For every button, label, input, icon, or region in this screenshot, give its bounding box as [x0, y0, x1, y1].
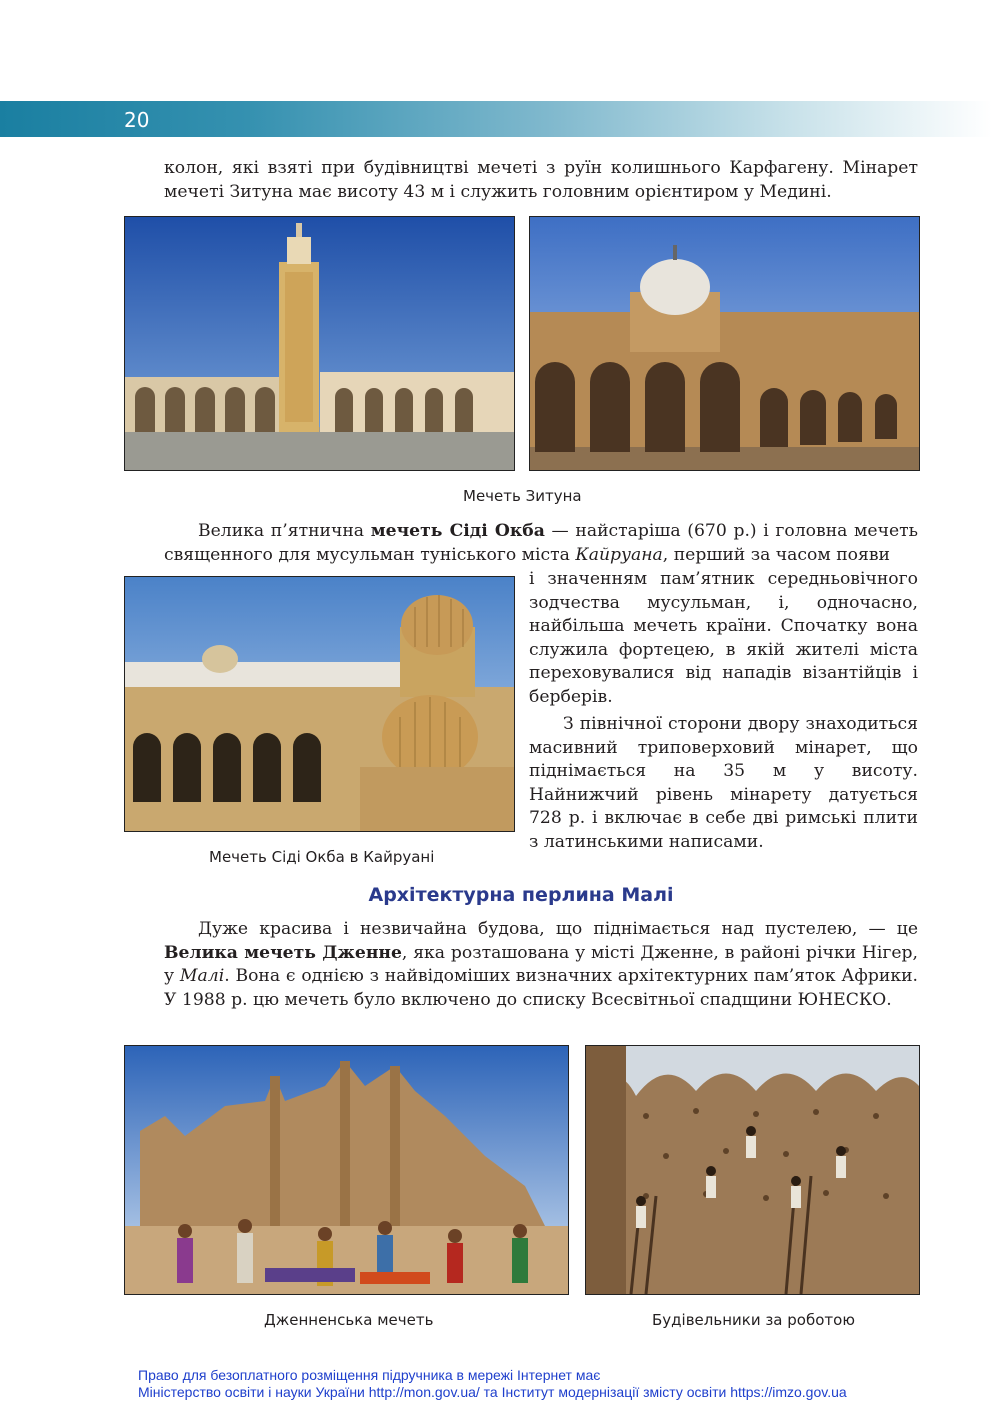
paragraph-djenne-text: . Вона є однією з найвідоміших визначних архітектурних пам’яток Африки. У 1988 р. цю мечеть було включено до списку Всесвітньої спадщини ЮНЕСКО.: [164, 966, 919, 1010]
caption-builders: Будівельники за роботою: [652, 1311, 855, 1329]
section-heading-mali: Архітектурна перлина Малі: [368, 884, 674, 906]
photo-zituna-minaret: [124, 216, 515, 471]
term-kairouan: Кайруана: [575, 544, 663, 565]
page-number: 20: [124, 108, 150, 132]
paragraph-sidi-okba-continued: і значенням пам’ятник середньовічного зодчества мусульман, і, одночасно, найбільша мечеть країни. Спочатку вона служила фортецею, в якій жителі міста переховувалися від нападів візантійців і берберів.: [529, 569, 918, 707]
photo-sidi-okba: [124, 576, 515, 832]
term-sidi-okba: мечеть Сіді Окба: [370, 521, 545, 541]
paragraph-djenne-text: Дуже красива і незвичайна будова, що піднімається над пустелею, — це: [198, 919, 918, 939]
caption-zituna: Мечеть Зитуна: [463, 487, 582, 505]
paragraph-sidi-okba-text: , перший за часом появи: [662, 544, 890, 565]
paragraph-djenne: [164, 918, 918, 1012]
paragraph-sidi-okba-text: — найстаріша (670 р.) і головна мечеть священного для мусульман туніського міста: [164, 521, 918, 565]
footer-line-2: Міністерство освіти і науки України http://mon.gov.ua/ та Інститут модернізації змісту освіти https://imzo.gov.ua: [138, 1384, 847, 1400]
photo-builders: [585, 1045, 920, 1295]
caption-sidi-okba: Мечеть Сіді Окба в Кайруані: [209, 848, 435, 866]
term-great-mosque-djenne: Велика мечеть Дженне: [164, 942, 402, 963]
paragraph-sidi-okba: [164, 520, 918, 567]
paragraph-djenne-text: , яка розташована у місті Дженне, в районі річки Нігер, у: [164, 942, 918, 987]
paragraph-sidi-okba-text: Велика п’ятнична: [198, 521, 371, 541]
caption-djenne: Дженненська мечеть: [264, 1311, 434, 1329]
paragraph-minaret: З північної сторони двору знаходиться масивний триповерховий мінарет, що піднімається на 35 м у висоту. Найнижчий рівень мінарету датується 728 р. і включає в себе дві римські плити з латинськими написами.: [529, 714, 918, 852]
photo-zituna-arcade: [529, 216, 920, 471]
photo-djenne-mosque: [124, 1045, 569, 1295]
paragraph-intro: колон, які взяті при будівництві мечеті з руїн колишнього Карфагену. Мінарет мечеті Зитуна має висоту 43 м і служить головним орієнтиром у Медині.: [164, 158, 918, 202]
term-mali: Малі: [179, 966, 225, 987]
footer-line-1: Право для безоплатного розміщення підручника в мережі Інтернет має: [138, 1367, 601, 1383]
